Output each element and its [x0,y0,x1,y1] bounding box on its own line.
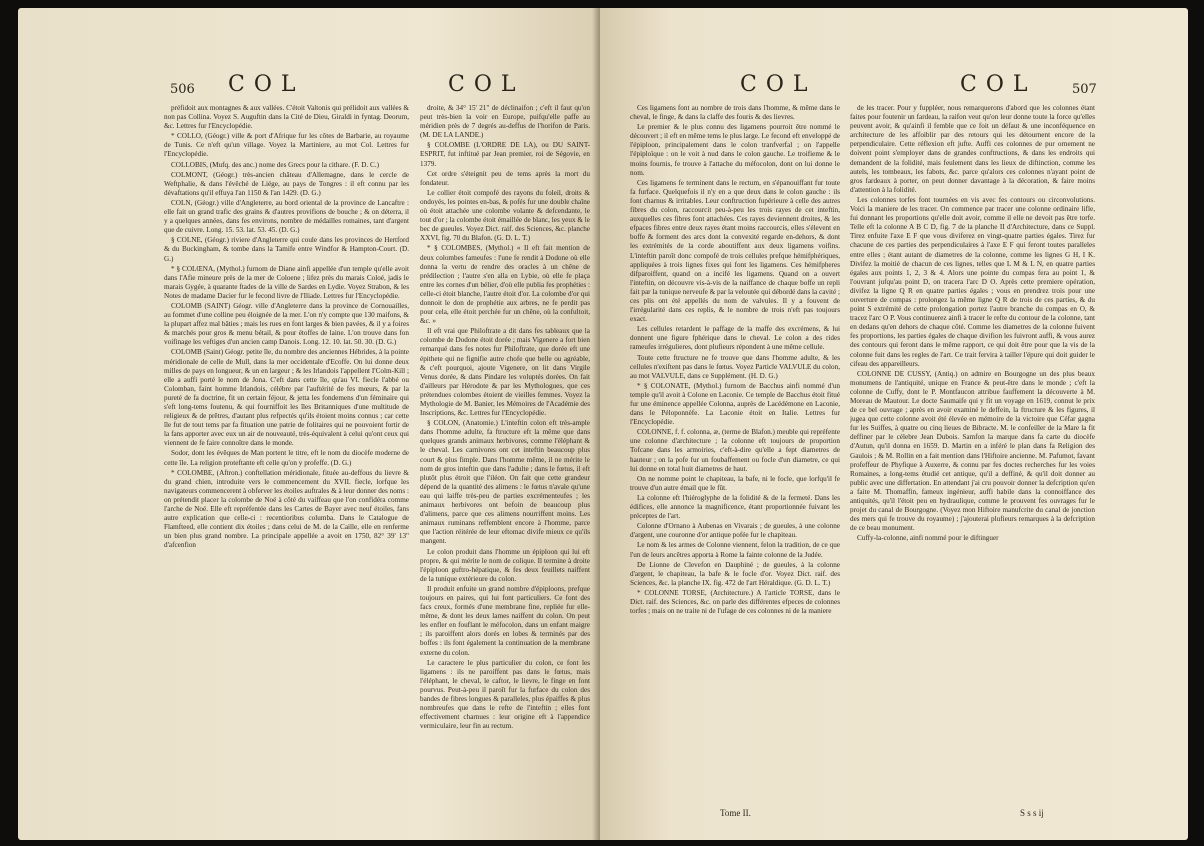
paragraph: Le nom & les armes de Colonne viennent, felon la tradition, de ce que l'un de leurs ancêtres apporta à Rome la fainte colonne de la Judée. [630,541,840,559]
page-number-left: 506 [170,82,195,97]
paragraph: * COLOMBE, (Aftron.) conftellation méridionale, fituée au-deffous du lievre & du grand chien, introduite vers le commencement du XVII. fiecle, lorfque les navigateurs commencerent à obferver les étoiles auftrales & à leur donner des noms : on prétendit placer la colombe de Noé à côté du vaiffeau que l'on confidéra comme l'arche de Noé. Elle eft repréfentée dans les Cartes de Bayer avec neuf étoiles, fans autre explication que celle-ci : recentioribus columba. Dans le Catalogue de Flamfteed, elle contient dix étoiles ; dans celui de M. de la Caille, elle en renferme un bien plus grand nombre. La principale appellée a avoit en 1750, 82° 39' 13" d'afcenfion [164,468,409,550]
paragraph: La colonne eft l'hiéroglyphe de la folidité & de la fermeté. Dans les édifices, elle annonce la magnificence, étant proportionnée fuivant les préceptes de l'art. [630,493,840,521]
paragraph: Ces ligamens font au nombre de trois dans l'homme, & même dans le cheval, le finge, & dans la claffe des fouris & des lievres. [630,104,840,122]
left-page-column-2 [420,104,590,804]
book-spread [18,8,1188,840]
paragraph: Colonne d'Ornano à Aubenas en Vivarais ; de gueules, à une colonne d'argent, une couronne d'or antique pofée fur le chapiteau. [630,522,840,540]
paragraph: De Lionne de Clevefon en Dauphiné ; de gueules, à la colonne d'argent, le chapiteau, la bafe & le focle d'or. Voyez Dict. raif. des Sciences, &c. la planche IX. fig. 472 de l'art Héraldique. (G. D. L. T.) [630,560,840,587]
paragraph: * § COLONATE, (Mythol.) furnom de Bacchus ainfi nommé d'un temple qu'il avoit à Colone en Laconie. Ce temple de Bacchus étoit fitué fur une éminence appellée Colonna, auprès de Lacédémone en Laconie, dans le Péloponnèfe. La Laconie étoit en Italie. Lettres fur l'Encyclopédie. [630,381,840,427]
paragraph: COLONNE, f. f. colonna, æ, (terme de Blafon.) meuble qui repréfente une colonne d'architecture ; la colonne eft toujours de proportion Tofcane dans les armoiries, c'eft-à-dire qu'elle a fept diametres de hauteur ; on la pofe fur un foubaffement ou focle d'un diametre, ce qui lui donne en total huit diametres de haut. [630,428,840,473]
paragraph: Il produit enfuite un grand nombre d'épiploons, prefque toujours en paires, qui lui font particuliers. Ce font des facs creux, formés d'une membrane fine, repliée fur elle-même, & dont les deux lames naiffent du colon. On peut les enfler en fouflant le méfocolon, dans un enfant maigre ; ils paroiffent alors dorés en lobes & terminés par des boffes : ils font également la continuation de la membrane externe du colon. [420,584,590,657]
column-text [850,104,1095,544]
paragraph: § COLNE, (Géogr.) riviere d'Angleterre qui coule dans les provinces de Hertford & du Buckingham, & tombe dans la Tamife entre Windfor & Hampton-Court. (D. G.) [164,236,409,263]
paragraph: § COLOMBE (L'ORDRE DE LA), ou DU SAINT-ESPRIT, fut inftitué par Jean premier, roi de Ségovie, en 1379. [420,141,590,168]
paragraph: Le colon produit dans l'homme un épiploon qui lui eft propre, & qui mérite le nom de colique. Il termine à droite l'épiploon guftro-hépatique, & fes deux feuillets naiffent de la tunique extérieure du colon. [420,547,590,583]
paragraph: Il eft vrai que Philoftrate a dit dans fes tableaux que la colombe de Dodone étoit dorée ; mais Vigenere a fort bien remarqué dans fes notes fur Philoftrate, que dorée eft une épithete qui ne fignifie autre chofe que belle ou agréable, & c'eft pourquoi, ajoute Vigenere, on lit dans Virgile Venus dorée, & dans Pindare les voluptés dorées. On fait d'ailleurs par Hérodote & par les Mythologues, que ces prétendues colombes étoient de vieilles femmes. Voyez la Mythologie de M. Banier, les Mémoires de l'Académie des Inscriptions, &c. Lettres fur l'Encyclopédie. [420,327,590,418]
running-head-left-2: COL [448,72,525,97]
paragraph: COLOMB (SAINT) Géogr. ville d'Angleterre dans la province de Cornouailles, au fommet d'une colline peu éloignée de la mer. L'on n'y compte que 130 maifons, & la plupart affez mal bâties ; mais les rues en font larges & bien pavées, & il y a foires & marchés pour gros & menu bétail, & pour étoffes de laine. L'on trouve dans fon voifinage les veftiges d'un ancien camp Danois. Long. 12. 10. lat. 50. 30. (D. G.) [164,301,409,347]
page-number-right: 507 [1072,82,1097,97]
paragraph: Toute cette ftructure ne fe trouve que dans l'homme adulte, & les cellules n'exiftent pas dans le fœtus. Voyez Particle VALVULE du colon, au mot VALVULE, dans ce Supplément. (H. D. G.) [630,353,840,380]
paragraph: COLN, (Géogr.) ville d'Angleterre, au bord oriental de la province de Lancaftre : elle fait un grand trafic des grains & d'autres provifions de bouche ; & on déterra, il y a quelques années, dans fes environs, nombre de médailles romaines, tant d'argent que de cuivre. Long. 15. 53. lat. 53. 45. (D. G.) [164,198,409,235]
paragraph: Le collier étoit compofé des rayons du foleil, droits & ondoyés, les pointes en-bas, & pofés fur une double chaîne où étoit attachée une colombe volante & defcendante, le tout d'or ; la colombe étoit émaillée de blanc, les yeux & le bec de gueules. Voyez Dict. raif. des Sciences, &c. planche XXVI, fig. 70 du Blafon. (G. D. L. T.) [420,188,590,243]
paragraph: Les cellules retardent le paffage de la maffe des excrémens, & lui donnent une figure fphérique dans le cheval. Le colon a des rides rameufes irrégulieres, dont plufieurs répondent à une même cellule. [630,325,840,352]
footer-volume: Tome II. [720,808,751,818]
paragraph: Ces ligamens fe terminent dans le rectum, en s'épanouiffant fur toute fa furface. Quelquefois il n'y en a que deux dans le colon gauche : ils font charnus & irritables. Leur conftruction fupérieure à celle des autres fibres du colon, raccourcit peu-à-peu les trois rayes de cet inteftin, auxquelles ces fibres font attachées. Ces rayes deviennent droites, & les efpaces fibres entre deux rayes étant moins raccourcis, elles s'élevent en boffe & forment des arcs dont la convexité regarde en-dehors, & dont les extrémités de la corde aboutiffent aux deux ligamens voifins. L'inteftin paroît donc compofé de trois cellules prefque hémifphériques, appliquées à trois lignes fixes qui font les ligamens. Ces hémifpheres difparoiffent, quand on a incifé les ligamens. Quand on a ouvert l'inteftin, on découvre vis-à-vis de la naiffance de chaque boffe un repli fait par la tunique nerveufe & par la veloutée qui débordé dans la cavité ; ces plis ont été appellés du nom de valvules. Il y a fouvent de l'irrégularité dans ces replis, & le nombre de trois n'eft pas toujours exact. [630,178,840,324]
footer-signature: S s s ij [1020,808,1044,818]
paragraph: Cuffy-la-colonne, ainfi nommé pour le diftinguer [857,534,999,543]
paragraph: § COLON, (Anatomie.) L'inteftin colon eft très-ample dans l'homme adulte, fa ftructure eft la même que dans quelques grands animaux herbivores, comme l'éléphant & le cheval. Les carnivores ont cet inteftin beaucoup plus court & plus fimple. Dans l'homme même, il ne mérite le nom de gros inteftin que dans l'adulte ; dans le fœtus, il eft plutôt plus étroit que l'iléon. On fait que cette grandeur dépend de la quantité des alimens : le fœtus n'avale qu'une eau qui laiffe très-peu de parties excrémenteufes ; les animaux herbivores ont befoin de beaucoup plus d'alimens, parce que ces alimens nourriffent moins. Les animaux ruminans reffemblent encore à l'homme, parce que l'action réitérée de leur eftomac divife mieux ce qu'ils mangent. [420,419,590,546]
paragraph: COLMONT, (Géogr.) très-ancien château d'Allemagne, dans le cercle de Weftphalie, & dans l'évêché de Liége, au pays de Tongres : il eft connu par les dévaftations qu'il effuya l'an 1150 & l'an 1429. (D. G.) [164,170,409,197]
right-page-column-2 [850,104,1095,804]
left-page [18,8,606,840]
right-page-column-1 [630,104,840,804]
running-head-left-1: COL [228,72,305,97]
paragraph: COLLOBIS, (Mufq. des anc.) nome des Grecs pour la cithare. (F. D. C.) [171,160,380,169]
paragraph: de les tracer. Pour y fuppléer, nous remarquerons d'abord que les colonnes étant faites pour foutenir un fardeau, la raifon veut qu'on leur donne toute la force qu'elles peuvent avoir, & qu'ainfi il femble que ce foit un défaut & une inconféquence en architecture de les affoiblir par des retours qui les détournent encore de la perpendiculaire. Cette réflexion eft jufte. Auffi ces colonnes de pur ornement ne doivent point s'employer dans de grandes conftructions, & dans les endroits qui demandent de la folidité, mais feulement dans les lieux de diftinction, comme les autels, les tombeaux, les fabots, &c. parce qu'alors ces colonnes n'ayant point de gros fardeaux à porter, on peut donner davantage à la décoration, & faire moins d'attention à la folidité. [850,104,1095,194]
running-head-right-1: COL [740,72,817,97]
paragraph: préfidoit aux montagnes & aux vallées. C'étoit Valtonis qui prélidoit aux vallées & non pas Collina. Voyez S. Auguftin dans la Cité de Dieu, Giraldi in fyntag. Deorum, &c. Lettres fur l'Encyclopédie. [164,104,409,131]
left-page-header [18,66,606,102]
column-text [164,104,409,551]
right-page-header [600,66,1188,102]
column-text [630,104,840,616]
paragraph: * COLONNE TORSE, (Architecture.) A l'article TORSE, dans le Dict. raif. des Sciences, &c. on parle des différentes efpeces de colonnes torfes ; mais on ne traite ni de l'ufage de ces colonnes ni de la maniere [630,588,840,616]
paragraph: * COLLO, (Géogr.) ville & port d'Afrique fur les côtes de Barbarie, au royaume de Tunis. Ce n'eft qu'un village. Voyez la Martiniere, au mot Col. Lettres fur l'Encyclopédie. [164,132,409,159]
right-page [600,8,1188,840]
running-head-right-2: COL [960,72,1037,97]
paragraph: * § COLOMBES, (Mythol.) « Il eft fait mention de deux colombes fameufes : l'une fe rendit à Dodone où elle donna la vertu de rendre des oracles à un chêne de prédilection ; l'autre s'en alla en Lybie, où elle fe plaça entre les cornes d'un bélier, d'où elle publia fes prophéties : celle-ci étoit blanche, l'autre étoit d'or. La colombe d'or qui donnoit le don de prophétie aux arbres, ne fe perdit pas pour cela, elle étoit perchée fur un chêne, où la confultoit, &c. » [420,244,590,326]
paragraph: Sodor, dont les évêques de Man portent le titre, eft le nom du diocèfe moderne de cette île. La religion proteftante eft celle qu'on y profeffe. (D. G.) [164,449,409,467]
paragraph: Le caractere le plus particulier du colon, ce font les ligamens : ils ne paroiffent pas dans le fœtus, mais l'éléphant, le cheval, le caftor, le lievre, le finge en font pourvus. Peut-à-peu il paroît fur la furface du colon des bandes de fibres longues & paralleles, plus épaiffes & plus nombreufes que dans le refte de l'inteftin ; elles font effectivement charnues : leur origine eft à l'appendice vermiculaire, leur fin au rectum. [420,658,590,731]
paragraph: On ne nomme point le chapiteau, la bafe, ni le focle, que lorfqu'il fe trouve d'un autre émail que le fût. [630,474,840,492]
paragraph: COLOMB (Saint) Géogr. petite île, du nombre des anciennes Hébrides, à la pointe méridionale de celle de Mull, dans la mer occidentale d'Ecoffe. On lui donne deux milles de pays en longueur, & un en largeur ; & les Irlandois l'appellent I'Colm-Kill ; elle a auffi porté le nom de Jona. C'eft dans cette île, qu'au VI. fiecle l'abbé ou Colomban, faint homme Irlandois, célébre par l'auftérité de fes mœurs, & par la pureté de fa doctrine, fit un certain féjour, & jetta les fondemens d'un féminaire qui s'eft long-tems foutenu, & qui fourniffoit les îles Britanniques d'une multitude de religieux & de prêtres, d'autant plus refpectés qu'ils étoient moins connus ; car cette île fut de tout tems par fa fituation une patrie de folitaires qui ne pouvoient fortir de la fans apporter avec eux un air de nouveauté, très-équivalent à celui qu'ont ceux qui viennent de fe faire connoître dans le monde. [164,348,409,448]
paragraph: * § COLŒNA, (Mythol.) furnom de Diane ainfi appellée d'un temple qu'elle avoit dans l'Afie mineure près de la mer de Coloene ; lifez près du marais Coloé, jadis le marais Gygée, à quarante ftades de la ville de Sardes en Lydie. Voyez Strabon, & les Notes de madame Dacier fur le fecond livre de l'Iliade. Lettres fur l'Encyclopédie. [164,264,409,300]
paragraph: Cet ordre s'éteignit peu de tems après la mort du fondateur. [420,169,590,187]
paragraph: Les colonnes torfes font tournées en vis avec fes contours ou circonvolutions. Voici la maniere de les tracer. On commence par tracer une colonne ordinaire lifle, fui donnant les proportions qu'elle doit avoir, comme il elle ne devoit pas être torfe. Telle eft la colonne A B C D, fig. 7 de la planche II d'Architecture, dans ce Suppl. Tirez enfuite l'axe E F que vous diviferez en vingt-quatre parties égales. Tirez fur chacune de ces parties des perpendiculaires à l'axe E F qui feront toutes paralleles entre elles ; étant autant de diametres de la colonne, comme les lignes G H, I K. Divifez la moitié de chacun de ces lignes, telles que L M & L N, en quatre parties égales aux points 1, 2, 3 & 4. Alors une pointe du compas fera au point 1, & l'ouvrant jufqu'au point D, on tracera l'arc D O. Après cette premiere opération, divifez la ligne Q R en quatre parties égales ; vous en prendrez trois pour une ouverture de compas : prolongez la même ligne Q R de trois de ces parties, & du point S extrémité de cette prolongation portez l'autre branche du compas en O, & tracez l'arc O P. Vous continuerez ainfi à tracer le refte du contour de la colonne, tant en dedans qu'en dehors de chaque côté. Comme les diametres de la colonne fuivent fes proportions, les parties égales de chaque divifion les fuivront auffi, & vous aurez des contours qui feront dans le même rapport, ce qui doit être pour que la vis de la colonne fuit dans les regles de l'art. Ce trait fervira à tailler l'épure qui doit guider le cifeau des appareilleurs. [850,195,1095,368]
paragraph: COLONNE DE CUSSY, (Antiq.) on admire en Bourgogne un des plus beaux monumens de l'antiquité, unique en France & peut-être dans le monde ; c'eft la colonne de Cuffy, dont le P. Montfaucon attribue fauffement la découverte à M. Moreau de Mautour. Le docte Saumaife qui y fit un voyage en 1619, connut le prix de ce bel ouvrage ; après en avoir examiné le deffein, la ftructure & les figures, il jugea que cette colonne avoit été élevée en mémoire de la victoire que Céfar gagna fur les Suiffes, à quatre ou cinq lieues de Bibracte. M. le confeiller de la Mare la fit deffiner par le célebre Jean Dubois. Samfon la marque dans fa carte du diocèfe d'Autun, qu'il donna en 1659. D. Martin en a inféré le plan dans fa Religion des Gaulois ; & M. Rollin en a fait mention dans l'Hiftoire ancienne. M. Pafumot, favant profeffeur de Phyfique à Auxerre, & connu par fes doctes recherches fur les voies Romaines, a long-tems étudié cet antique, qu'il a deffiné, & qu'il doit donner au public avec une differtation. En attendant j'ai cru pouvoir donner la defcription qu'en a faite M. Thomaffin, fameux ingénieur, auffi habile dans la connoiffance des antiquités, qu'il l'étoit peu en hydraulique, comme le prouvent fes ouvrages fur le projet du canal de Bourgogne. (Voyez mon Hiftoire manufcrite du canal de jonction des mers qui fe trouve du royaume) ; j'ajouterai plufieurs remarques à la defcription de ce beau monument. [850,369,1095,533]
paragraph: droite, & 34° 15' 21" de déclinaifon ; c'eft il faut qu'on peut très-bien la voir en Europe, puifqu'elle paffe au méridien près de 7 degrés au-deffus de l'horifon de Paris. (M. DE LA LANDE.) [420,104,590,140]
paragraph: Le premier & le plus connu des ligamens pourroit être nommé le découvert ; il eft en même tems le plus large. Le fecond eft enveloppé de l'épiploon, principalement dans le colon tranfverfal ; on l'appelle l'épiploïque : on le voit à nud dans le colon gauche. Le troifieme & le moins fournis, fe trouve à l'attache du méfocolon, dont on lui donne le nom. [630,123,840,177]
column-text [420,104,590,731]
left-page-column-1 [164,104,409,804]
